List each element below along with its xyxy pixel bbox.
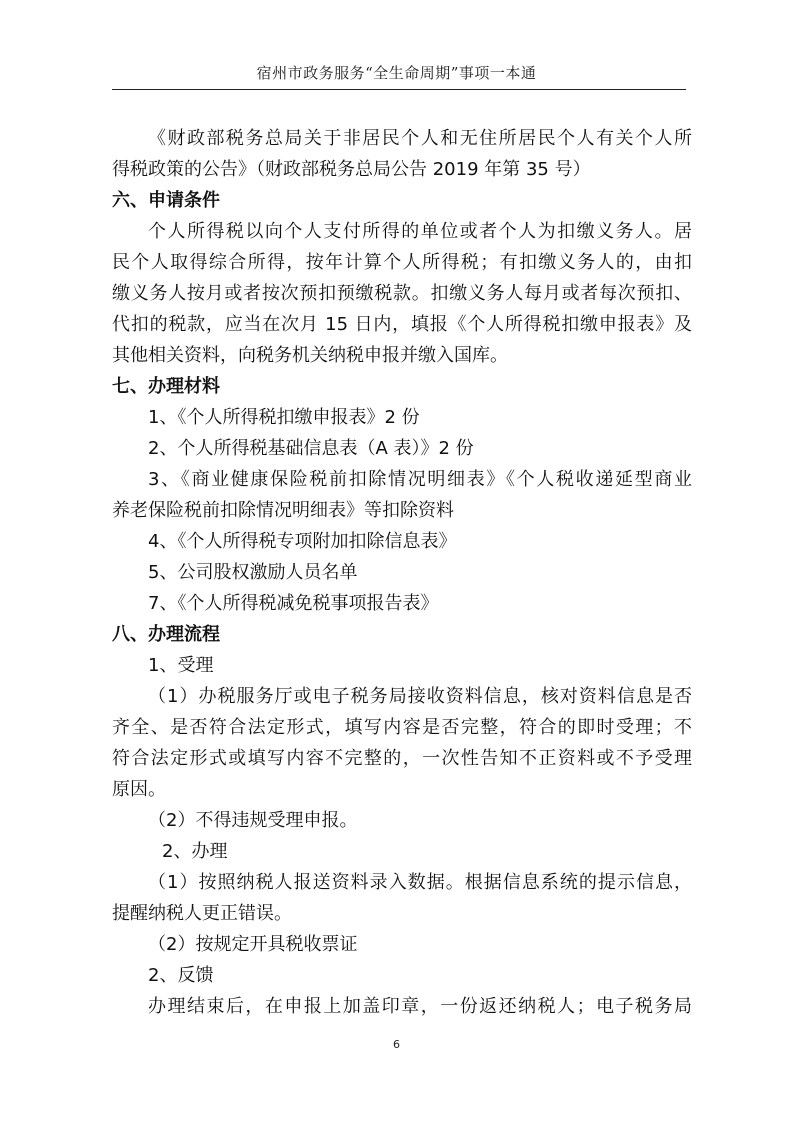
paragraph-line: （1）按照纳税人报送资料录入数据。根据信息系统的提示信息， xyxy=(148,872,692,893)
section-heading-materials: 七、办理材料 xyxy=(112,376,220,397)
paragraph-line: （2）按规定开具税收票证 xyxy=(148,934,358,955)
paragraph-line: （2）不得违规受理申报。 xyxy=(148,810,358,831)
paragraph-line: 其他相关资料，向税务机关纳税申报并缴入国库。 xyxy=(112,345,508,366)
list-item: 3、《商业健康保险税前扣除情况明细表》《个人税收递延型商业 xyxy=(148,469,692,490)
list-item: 4、《个人所得税专项附加扣除信息表》 xyxy=(148,531,457,552)
paragraph-line: 个人所得税以向个人支付所得的单位或者个人为扣缴义务人。居 xyxy=(148,221,692,242)
list-item: 5、公司股权激励人员名单 xyxy=(148,562,358,583)
section-heading-process: 八、办理流程 xyxy=(112,624,220,645)
paragraph-line: 符合法定形式或填写内容不完整的，一次性告知不正资料或不予受理 xyxy=(112,748,692,769)
paragraph-line: 原因。 xyxy=(112,779,166,800)
list-item: 2、个人所得税基础信息表（A 表）》2 份 xyxy=(148,438,474,459)
header-divider xyxy=(112,89,686,90)
paragraph-line: （1）办税服务厅或电子税务局接收资料信息，核对资料信息是否 xyxy=(148,686,692,707)
paragraph-line: 缴义务人按月或者按次预扣预缴税款。扣缴义务人每月或者每次预扣、 xyxy=(112,283,692,304)
list-item: 1、《个人所得税扣缴申报表》2 份 xyxy=(148,407,420,428)
page-number: 6 xyxy=(393,1038,400,1051)
paragraph-line: 办理结束后，在申报上加盖印章，一份返还纳税人；电子税务局 xyxy=(148,996,692,1017)
subsection-heading: 1、受理 xyxy=(148,655,214,676)
list-item-continuation: 养老保险税前扣除情况明细表》等扣除资料 xyxy=(112,500,454,521)
paragraph-line: 提醒纳税人更正错误。 xyxy=(112,903,292,924)
paragraph-line: 齐全、是否符合法定形式，填写内容是否完整，符合的即时受理；不 xyxy=(112,717,692,738)
document-header: 宿州市政务服务“全生命周期”事项一本通 xyxy=(256,64,537,82)
section-heading-application-conditions: 六、申请条件 xyxy=(112,190,220,211)
paragraph-line: 得税政策的公告》（财政部税务总局公告 2019 年第 35 号） xyxy=(112,159,591,180)
document-body xyxy=(112,123,692,1022)
subsection-heading: 2、办理 xyxy=(162,841,228,862)
paragraph-line: 《财政部税务总局关于非居民个人和无住所居民个人有关个人所 xyxy=(148,128,692,149)
subsection-heading: 2、反馈 xyxy=(148,965,214,986)
list-item: 7、《个人所得税减免税事项报告表》 xyxy=(148,593,439,614)
paragraph-line: 代扣的税款，应当在次月 15 日内，填报《个人所得税扣缴申报表》及 xyxy=(112,314,692,335)
paragraph-line: 民个人取得综合所得，按年计算个人所得税；有扣缴义务人的，由扣 xyxy=(112,252,692,273)
